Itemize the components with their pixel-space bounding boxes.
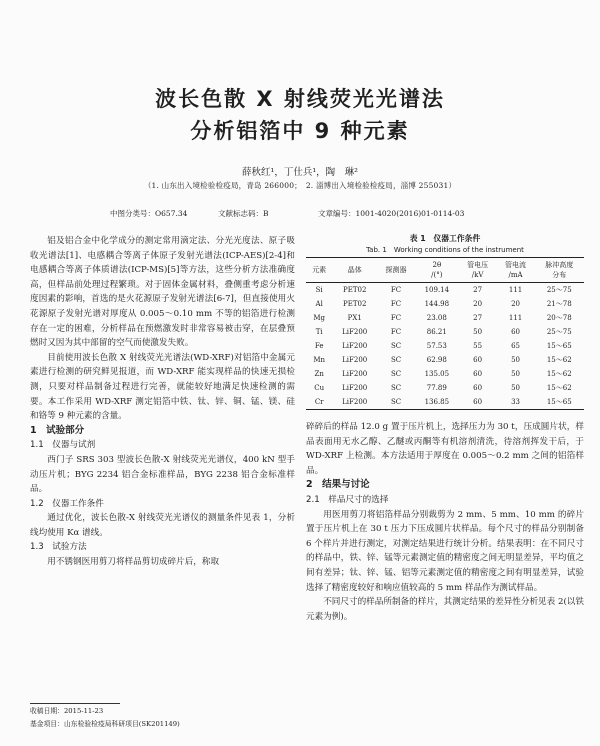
table-cell: 86.21 [426, 328, 447, 336]
table-cell: Mn [313, 356, 326, 364]
table-1-caption-en: Tab. 1 Working conditions of the instrument [366, 246, 524, 254]
table-cell: 23.08 [426, 314, 447, 322]
table-header-row [306, 258, 584, 283]
table-cell: Cu [314, 384, 325, 392]
col-header-pha: 脉冲高度 分布 [535, 258, 584, 283]
table-cell: 27 [473, 286, 483, 294]
table-cell: LiF200 [332, 395, 377, 410]
table-cell: 111 [508, 286, 523, 294]
table-cell: 50 [511, 384, 521, 392]
table-cell: 15～62 [546, 384, 572, 392]
table-cell: 77.89 [426, 384, 447, 392]
section-1-3-heading: 1.3 试验方法 [30, 542, 87, 553]
table-row [306, 311, 584, 325]
table-row [306, 283, 584, 298]
title-line-1: 波长色散 X 射线荧光光谱法 [155, 87, 445, 111]
table-cell: 25～75 [546, 328, 572, 336]
col-header-detector: 探测器 [377, 258, 415, 283]
table-cell: LiF200 [342, 384, 368, 392]
col-header-crystal: 晶体 [332, 258, 377, 283]
title-line-2: 分析铝箔中 9 种元素 [190, 119, 410, 143]
right-column [306, 420, 584, 624]
article-number: 文章编号：1001-4020(2016)01-0114-03 [318, 209, 465, 218]
table-row [306, 367, 584, 381]
table-1-caption-cn: 表 1 仪器工作条件 [409, 234, 481, 243]
table-cell: 50 [511, 356, 521, 364]
table-cell: Ti [315, 328, 323, 336]
table-cell: 60 [473, 384, 483, 392]
table-cell: LiF200 [342, 370, 368, 378]
table-row [306, 353, 584, 367]
table-cell: 135.05 [424, 370, 450, 378]
table-cell: FC [390, 286, 402, 294]
table-cell: 60 [459, 395, 497, 410]
section-1-2-text: 通过优化，波长色散-X 射线荧光光谱仪的测量条件见表 1，分析线均使用 Kα 谱线。 [30, 513, 295, 538]
table-cell: FC [390, 314, 402, 322]
table-cell: FC [390, 328, 402, 336]
table-cell: 20 [511, 300, 521, 308]
section-1-2-heading: 1.2 仪器工作条件 [30, 498, 104, 509]
col-header-element: 元素 [306, 258, 332, 283]
table-cell: 111 [508, 314, 523, 322]
authors: 薛秋红¹，丁仕兵¹，陶 琳² [242, 167, 358, 178]
table-row [306, 395, 584, 410]
table-cell: 20～78 [546, 314, 572, 322]
section-1-1-text: 西门子 SRS 303 型波长色散-X 射线荧光光谱仪，400 kN 型手动压片机；BYG 2234 铝合金标准样品，BYG 2238 铝合金标准样品。 [30, 454, 295, 495]
table-cell: 15～62 [546, 356, 572, 364]
table-cell: 57.53 [426, 342, 447, 350]
table-cell: 15～65 [546, 342, 572, 350]
table-cell: SC [377, 395, 415, 410]
table-cell: Cr [306, 395, 332, 410]
table-cell: SC [390, 356, 402, 364]
table-cell: 27 [473, 314, 483, 322]
table-cell: PET02 [343, 300, 367, 308]
table-cell: 21～78 [546, 300, 572, 308]
table-cell: 20 [473, 300, 483, 308]
table-cell: SC [390, 384, 402, 392]
section-2-1-text-2: 不同尺寸的样品所制备的样片，其测定结果的差异性分析见表 2(以铁元素为例)。 [306, 597, 584, 622]
table-cell: 60 [511, 328, 521, 336]
section-2-1-heading: 2.1 样品尺寸的选择 [306, 494, 389, 505]
method-continuation: 碎碎后的样品 12.0 g 置于压片机上，选择压力为 30 t，压成圆片状，样品表面用无水乙醇、乙醚或丙酮等有机溶剂清洗，待溶剂挥发干后，于 WD-XRF 上检测。本方法适用于厚度在 0.005～0.2 mm 之间的铝箔样品。 [306, 422, 584, 476]
table-cell: 50 [473, 328, 483, 336]
table-cell: 60 [473, 356, 483, 364]
table-cell: 33 [497, 395, 535, 410]
table-row [306, 325, 584, 339]
table-cell: 15～62 [546, 370, 572, 378]
section-2-1-text: 用医用剪刀将铝箔样品分别裁剪为 2 mm、5 mm、10 mm 的碎片置于压片机上在 30 t 压力下压成圆片状样品。每个尺寸的样品分别制备 6 个样片并进行测定，对测定结果进行统计分析。结果表明：在不同尺寸的样品中，铁、锌、锰等元素测定值的精密度之间无明显差异，平均值之间有差异；钛、锌、锰、铝等元素测定值的精密度之间有明显差异，试验选择了精密度较好和响应值较高的 5 mm 样品作为测试样品。 [306, 509, 584, 593]
table-cell: LiF200 [342, 342, 368, 350]
table-row [306, 339, 584, 353]
clc-number: 中图分类号：O657.34 [110, 209, 188, 218]
table-cell: Zn [314, 370, 324, 378]
table-cell: Mg [313, 314, 326, 322]
col-header-voltage: 管电压 /kV [459, 258, 497, 283]
table-cell: 55 [473, 342, 483, 350]
table-cell: 60 [473, 370, 483, 378]
left-column [30, 234, 295, 570]
affiliations: （1. 山东出入境检验检疫局，青岛 266000； 2. 淄博出入境检验检疫局，淄博 255031） [143, 181, 457, 190]
table-cell: 15～65 [535, 395, 584, 410]
footnote-fund: 基金项目：山东检验检疫局科研项目(SK201149) [30, 720, 180, 728]
table-cell: SC [390, 370, 402, 378]
table-row [306, 381, 584, 395]
document-code: 文献标志码：B [218, 209, 269, 218]
footnote-received: 收稿日期：2015-11-23 [30, 707, 104, 715]
table-cell: Si [315, 286, 323, 294]
intro-paragraph-2: 目前使用波长色散 X 射线荧光光谱法(WD-XRF)对铝箔中金属元素进行检测的研究鲜见报道，而 WD-XRF 能实现样品的快速无损检测，只要对样品制备过程进行完善，就能较好地满足快速检测的需要。本工作采用 WD-XRF 测定铝箔中铁、钛、锌、铜、锰、镁、硅和铬等 9 种元素的含量。 [30, 352, 295, 422]
table-cell: 65 [511, 342, 521, 350]
table-cell: LiF200 [342, 328, 368, 336]
table-cell: 136.85 [415, 395, 459, 410]
table-cell: Al [315, 300, 323, 308]
intro-paragraph-1: 铝及铝合金中化学成分的测定常用滴定法、分光光度法、原子吸收光谱法[1]、电感耦合等离子体原子发射光谱法(ICP-AES)[2-4]和电感耦合等离子体质谱法(ICP-MS)[5]等方法，这些分析方法准确度高，但样品前处理过程繁琐。对于固体金属材料，叠侧重考虑分析速度因素的影响，首选的是火花源原子发射光谱法[6-7]，但直接使用火花源原子发射光谱对厚度从 0.005～0.10 mm 不等的铝箔进行检测存在一定的困难，分析样品在预燃激发时非常容易被击穿，在层叠预燃时又因为其中部留的空气而使激发失败。 [30, 236, 295, 349]
table-cell: PX1 [347, 314, 362, 322]
table-cell: 109.14 [424, 286, 450, 294]
section-1-1-heading: 1.1 仪器与试剂 [30, 440, 96, 451]
table-cell: 62.98 [426, 356, 447, 364]
table-row [306, 297, 584, 311]
table-cell: FC [390, 300, 402, 308]
table-cell: SC [390, 342, 402, 350]
col-header-2theta: 2θ /(°) [415, 258, 459, 283]
section-2-heading: 2 结果与讨论 [306, 479, 370, 491]
instrument-conditions-table [306, 257, 584, 410]
table-cell: 144.98 [424, 300, 450, 308]
col-header-current: 管电流 /mA [497, 258, 535, 283]
footnote-rule [30, 703, 120, 704]
table-cell: 50 [511, 370, 521, 378]
section-1-3-text: 用不锈钢医用剪刀将样品剪切成碎片后，称取 [47, 557, 220, 568]
table-cell: 25～75 [546, 286, 572, 294]
table-cell: PET02 [343, 286, 367, 294]
table-cell: Fe [314, 342, 324, 350]
section-1-heading: 1 试验部分 [30, 424, 85, 436]
table-cell: LiF200 [342, 356, 368, 364]
